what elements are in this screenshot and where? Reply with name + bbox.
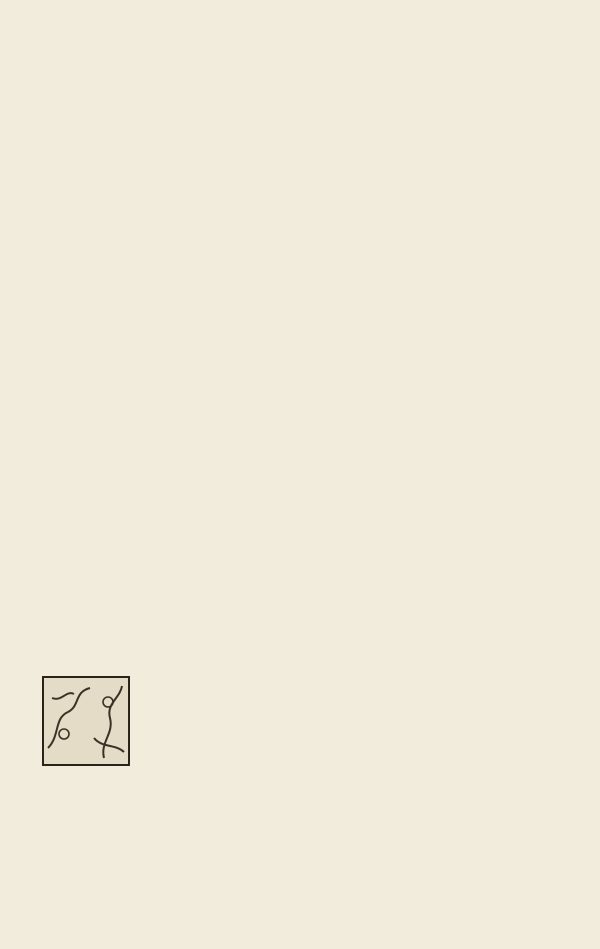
decorated-initial-icon xyxy=(42,676,130,766)
